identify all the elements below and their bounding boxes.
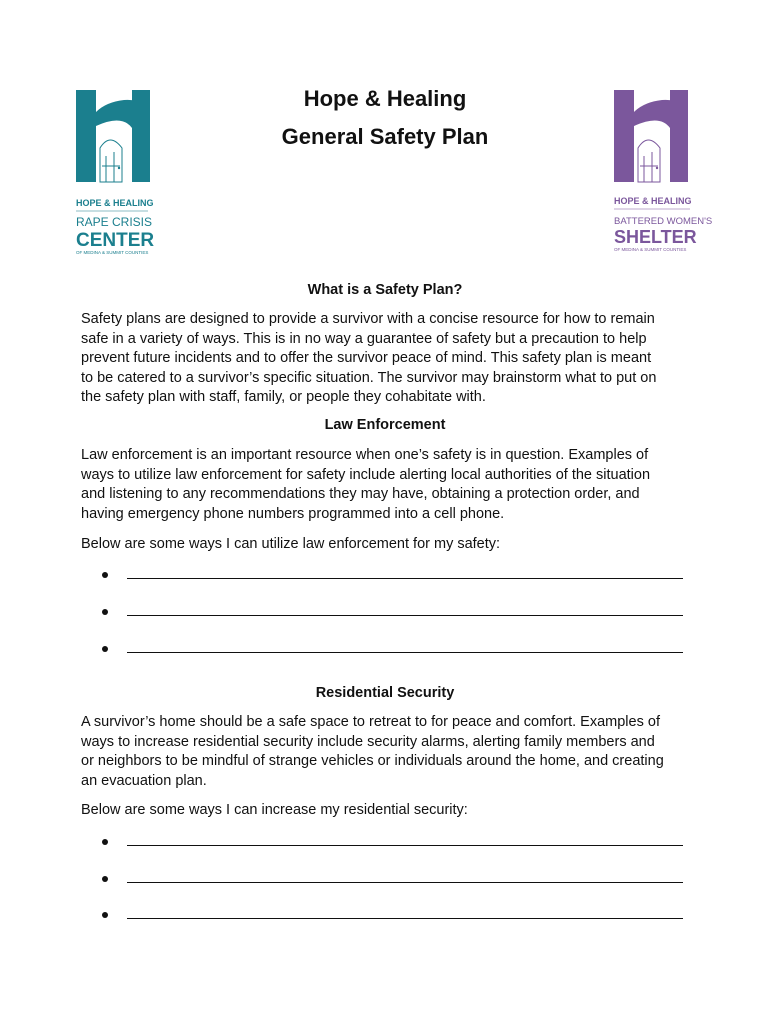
fill-in-line[interactable] [127, 652, 683, 653]
left-logo-line2: RAPE CRISIS [76, 215, 153, 229]
paragraph-line: Law enforcement is an important resource when one’s safety is in question. Examples of [81, 447, 649, 463]
residential-security-paragraph [81, 713, 693, 791]
right-logo-line1: HOPE & HEALING [614, 196, 692, 206]
battered-womens-shelter-logo [612, 88, 713, 258]
residential-security-blank-2[interactable] [98, 870, 683, 890]
paragraph-line: the safety plan with staff, family, or people they cohabitate with. [81, 389, 486, 405]
paragraph-line: safe in a variety of ways. This is in no way a guarantee of safety but a precaution to help [81, 330, 647, 347]
residential-security-blank-3[interactable] [98, 906, 683, 926]
law-enforcement-blank-1[interactable] [98, 566, 683, 586]
paragraph-line: prevent future incidents and to offer the survivor peace of mind. This safety plan is meant [81, 350, 652, 366]
paragraph-line: ways to utilize law enforcement for safety include alerting local authorities of the situation [81, 466, 651, 483]
paragraph-line: ways to increase residential security include security alarms, alerting family members and [81, 733, 655, 750]
paragraph-line: to be catered to a survivor’s specific situation. The survivor may brainstorm what to put on [81, 369, 657, 386]
battered-womens-shelter-logo-graphic [612, 88, 713, 258]
left-logo-line4: OF MEDINA & SUMMIT COUNTIES [76, 250, 149, 255]
law-enforcement-blank-3[interactable] [98, 640, 683, 660]
what-is-safety-plan-paragraph [81, 310, 693, 408]
residential-security-blank-1[interactable] [98, 833, 683, 853]
bullet-icon [102, 839, 108, 845]
left-logo-line3: CENTER [76, 230, 155, 251]
page-subtitle: General Safety Plan [281, 124, 489, 149]
rape-crisis-center-logo-graphic [74, 88, 154, 258]
paragraph-line: an evacuation plan. [81, 772, 207, 789]
residential-security-prompt: Below are some ways I can increase my residential security: [81, 802, 468, 818]
bullet-icon [102, 572, 108, 578]
law-enforcement-paragraph [81, 446, 693, 524]
fill-in-line[interactable] [127, 615, 683, 616]
law-enforcement-prompt: Below are some ways I can utilize law enforcement for my safety: [81, 536, 501, 552]
paragraph-line: or neighbors to be mindful of strange vehicles or individuals around the home, and creating [81, 753, 664, 769]
bullet-icon [102, 646, 108, 652]
right-logo-line2: BATTERED WOMEN'S [614, 216, 713, 227]
rape-crisis-center-logo [74, 88, 154, 258]
what-is-safety-plan-heading: What is a Safety Plan? [307, 282, 463, 298]
paragraph-line: having emergency phone numbers programmed into a cell phone. [81, 505, 505, 522]
bullet-icon [102, 876, 108, 882]
bullet-icon [102, 609, 108, 615]
law-enforcement-heading: Law Enforcement [324, 417, 446, 433]
paragraph-line: and listening to any recommendations they may have, obtaining a protection order, and [81, 486, 640, 502]
fill-in-line[interactable] [127, 845, 683, 846]
bullet-icon [102, 912, 108, 918]
paragraph-line: A survivor’s home should be a safe space to retreat to for peace and comfort. Examples of [81, 714, 660, 730]
fill-in-line[interactable] [127, 918, 683, 919]
fill-in-line[interactable] [127, 882, 683, 883]
residential-security-heading: Residential Security [315, 685, 455, 701]
right-logo-line3: SHELTER [614, 227, 697, 247]
page-title: Hope & Healing [303, 86, 467, 111]
left-logo-line1: HOPE & HEALING [76, 198, 154, 208]
fill-in-line[interactable] [127, 578, 683, 579]
law-enforcement-blank-2[interactable] [98, 603, 683, 623]
right-logo-line4: OF MEDINA & SUMMIT COUNTIES [614, 247, 687, 252]
paragraph-line: Safety plans are designed to provide a survivor with a concise resource for how to remain [81, 311, 655, 327]
